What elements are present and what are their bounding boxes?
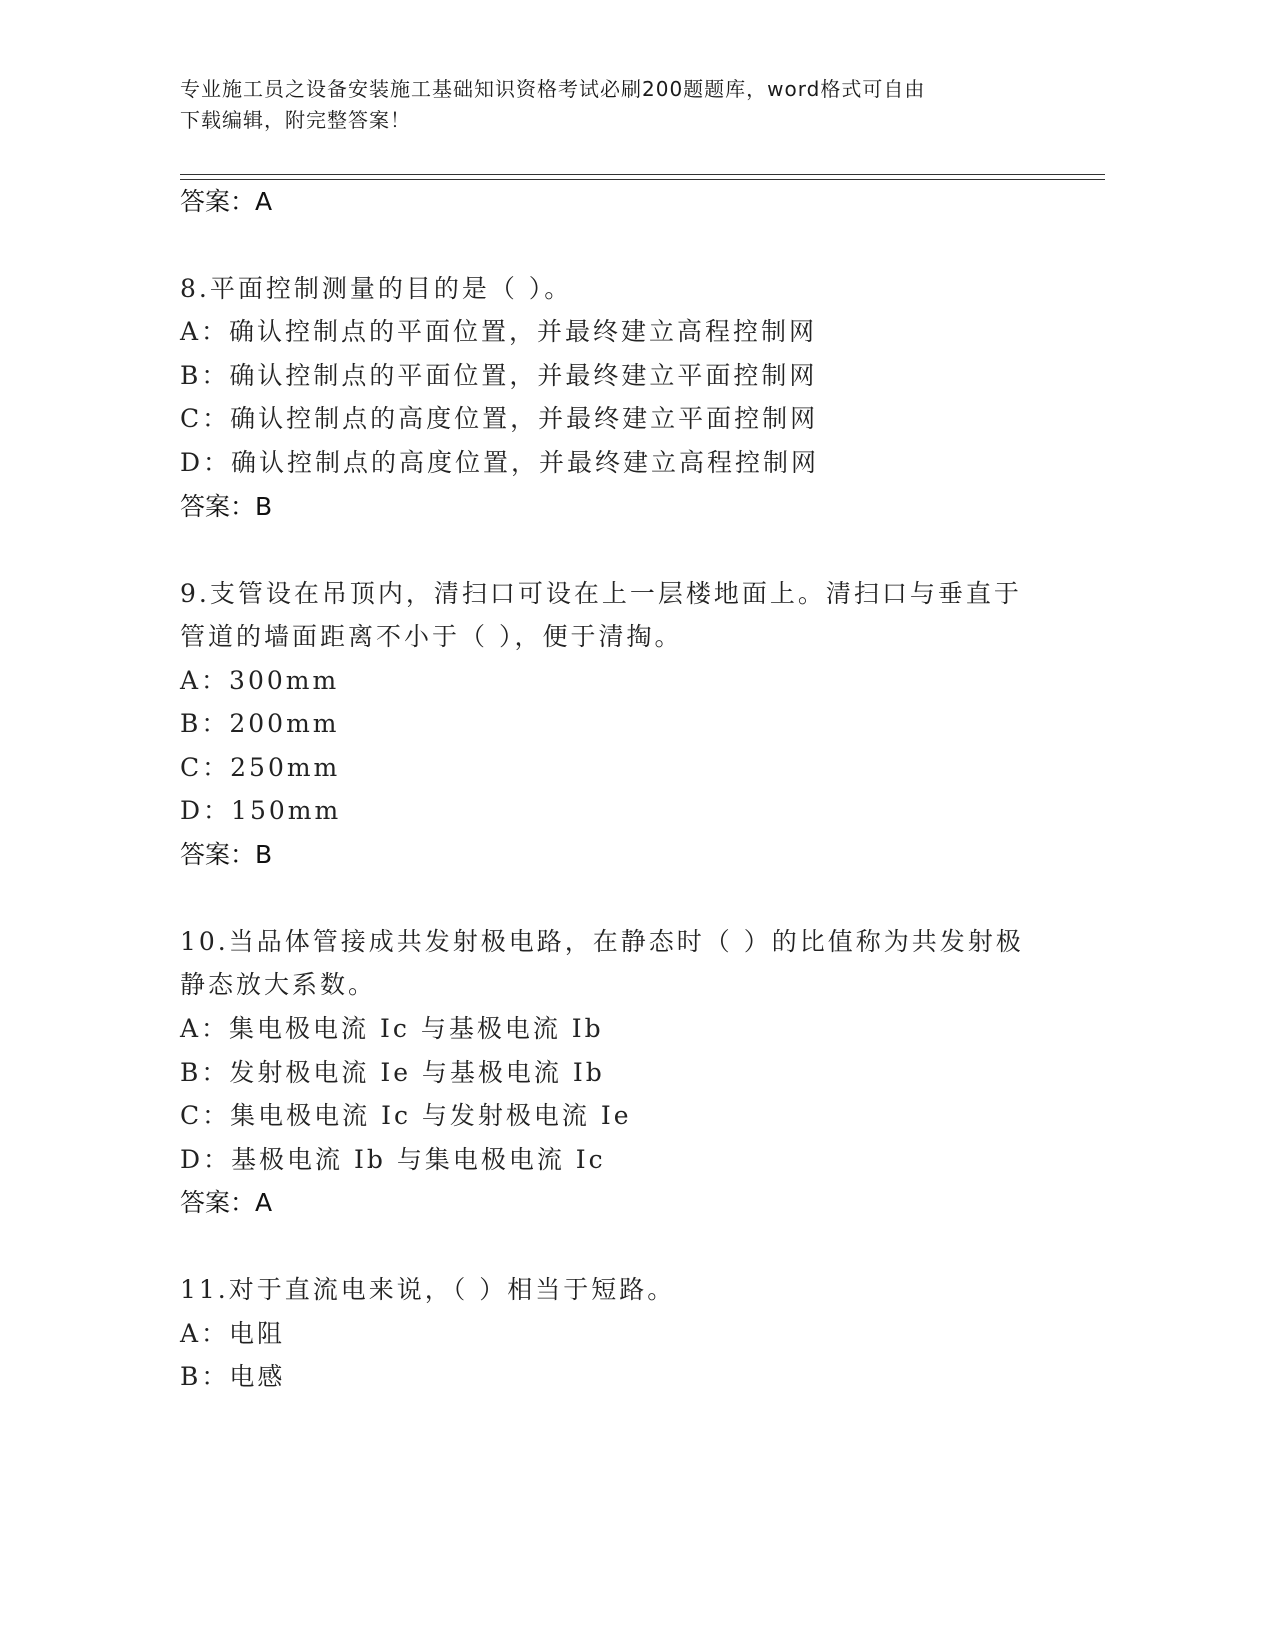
- question-8-answer: 答案：B: [180, 492, 273, 521]
- question-11-text: 11.对于直流电来说，（ ）相当于短路。: [180, 1275, 676, 1304]
- question-11-option-a: A：电阻: [180, 1319, 286, 1348]
- question-10-option-d: D：基极电流 Ib 与集电极电流 Ic: [180, 1145, 606, 1174]
- answer-previous-question: 答案：A: [180, 187, 273, 216]
- question-9-option-b: B：200mm: [180, 709, 340, 738]
- header-divider-bottom: [180, 179, 1105, 180]
- question-8-option-b: B：确认控制点的平面位置，并最终建立平面控制网: [180, 361, 818, 390]
- header-line-1: 专业施工员之设备安装施工基础知识资格考试必刷200题题库，word格式可自由: [180, 77, 926, 101]
- question-10-option-a: A：集电极电流 Ic 与基极电流 Ib: [180, 1014, 604, 1043]
- question-8-text: 8.平面控制测量的目的是（ ）。: [180, 274, 573, 303]
- question-10-text-line-1: 10.当品体管接成共发射极电路，在静态时（ ）的比值称为共发射极: [180, 927, 1024, 956]
- question-9-option-a: A：300mm: [180, 666, 340, 695]
- header-line-2: 下载编辑，附完整答案！: [180, 108, 411, 132]
- header-divider-top: [180, 174, 1105, 175]
- question-9-option-d: D：150mm: [180, 796, 342, 825]
- question-8-option-c: C：确认控制点的高度位置，并最终建立平面控制网: [180, 404, 819, 433]
- question-10-text-line-2: 静态放大系数。: [180, 970, 377, 999]
- question-8-option-d: D：确认控制点的高度位置，并最终建立高程控制网: [180, 448, 820, 477]
- question-10-option-b: B：发射极电流 Ie 与基极电流 Ib: [180, 1058, 605, 1087]
- question-10-answer: 答案：A: [180, 1188, 273, 1217]
- question-11-option-b: B：电感: [180, 1362, 286, 1391]
- question-10-option-c: C：集电极电流 Ic 与发射极电流 Ie: [180, 1101, 632, 1130]
- question-9-option-c: C：250mm: [180, 753, 341, 782]
- document-header: [180, 74, 1060, 136]
- question-8-option-a: A：确认控制点的平面位置，并最终建立高程控制网: [180, 317, 818, 346]
- question-9-text-line-2: 管道的墙面距离不小于（ ），便于清掏。: [180, 622, 683, 651]
- question-9-text-line-1: 9.支管设在吊顶内，清扫口可设在上一层楼地面上。清扫口与垂直于: [180, 579, 1022, 608]
- question-9-answer: 答案：B: [180, 840, 273, 869]
